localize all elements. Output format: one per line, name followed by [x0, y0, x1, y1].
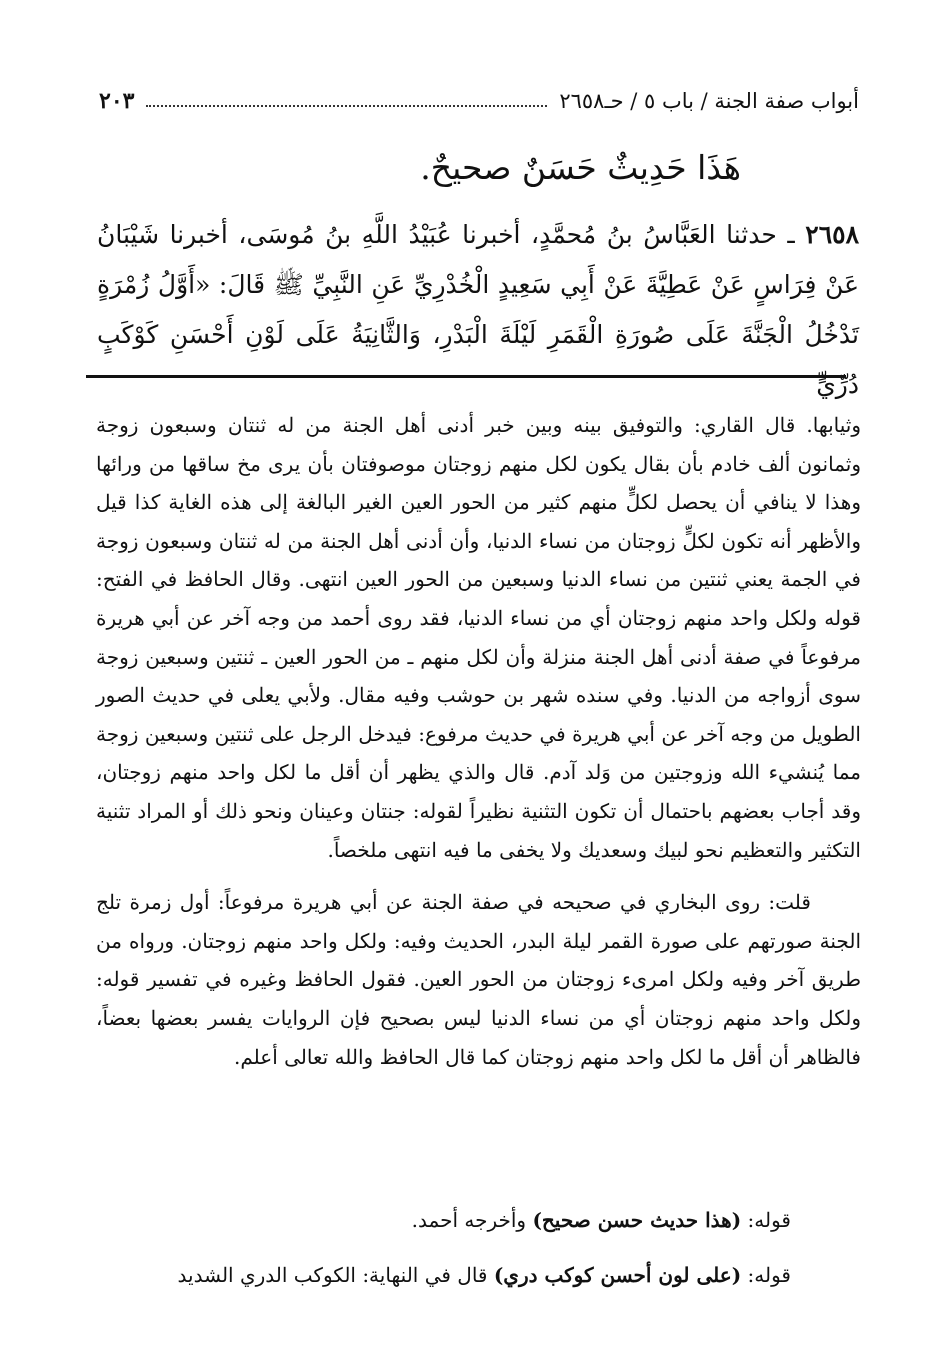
- note-lead: قوله:: [747, 1263, 791, 1287]
- note-quote: (على لون أحسن كوكب دري): [493, 1263, 742, 1287]
- page-number: ٢٠٣: [99, 88, 135, 114]
- commentary-block: [96, 406, 861, 1076]
- hadith-text: ـ حدثنا العَبَّاسُ بنُ مُحمَّدٍ، أخبرنا عُبَيْدُ اللَّهِ بنُ مُوسَى، أخبرنا شَيْبَانُ عَنْ فِرَاسٍ عَنْ عَطِيَّةَ عَنْ أَبِي سَعِيدٍ الْخُدْرِيِّ عَنِ النَّبِيِّ ﷺ قَالَ: «أَوَّلُ زُمْرَةٍ تَدْخُلُ الْجَنَّةَ عَلَى صُورَةِ الْقَمَرِ لَيْلَةَ الْبَدْرِ، وَالثَّانِيَةُ عَلَى لَوْنِ أَحْسَنِ كَوْكَبٍ دُرِّيٍّ: [97, 220, 859, 399]
- commentary-paragraph-1: وثيابها. قال القاري: والتوفيق بينه وبين خبر أدنى أهل الجنة من له ثنتان وسبعون زوجة وثمانون ألف خادم بأن بقال يكون لكل منهم زوجتان موصوفتان بأن يرى مخ ساقها من ورائها وهذا لا ينافي أن يحصل لكلٍّ منهم كثير من الحور العين الغير البالغة إلى هذه الغاية كذا قيل والأظهر أنه تكون لكلٍّ زوجتان من نساء الدنيا، وأن أدنى أهل الجنة من له ثنتان وسبعون زوجة في الجمة يعني ثنتين من نساء الدنيا وسبعين من الحور العين انتهى. وقال الحافظ في الفتح: قوله ولكل واحد منهم زوجتان أي من نساء الدنيا، فقد روى أحمد من وجه آخر عن أبي هريرة مرفوعاً في صفة أدنى أهل الجنة منزلة وأن لكل منهم ـ من الحور العين ـ ثنتين وسبعين زوجة سوى أزواجه من الدنيا. وفي سنده شهر بن حوشب وفيه مقال. ولأبي يعلى في حديث الصور الطويل من وجه آخر عن أبي هريرة في حديث مرفوع: فيدخل الرجل على ثنتين وسبعين زوجة مما يُنشيء الله وزوجتين من وَلد آدم. قال والذي يظهر أن أقل ما لكل واحد منهم زوجتان، وقد أجاب بعضهم باحتمال أن تكون التثنية نظيراً لقوله: جنتان وعينان ونحو ذلك أو المراد تثنية التكثير والتعظيم نحو لبيك وسعديك ولا يخفى ما فيه انتهى ملخصاً.: [96, 413, 861, 862]
- note-rest: قال في النهاية: الكوكب الدري الشديد: [177, 1263, 488, 1287]
- hadith-number: ٢٦٥٨: [805, 220, 859, 249]
- note-line-2: [178, 1256, 791, 1294]
- note-quote: (هذا حديث حسن صحيح): [532, 1208, 742, 1232]
- commentary-paragraph-2: قلت: روى البخاري في صحيحه في صفة الجنة عن أبي هريرة مرفوعاً: أول زمرة تلج الجنة صورتهم على صورة القمر ليلة البدر، الحديث وفيه: ولكل واحد منهم زوجتان. ورواه من طريق آخر وفيه ولكل امرىء زوجتان من الحور العين. فقول الحافظ وغيره في تفسير قوله: ولكل واحد منهم زوجتان أي من نساء الدنيا ليس بصحيح فإن الروايات يفسر بعضها بعضاً، فالظاهر أن أقل ما لكل واحد منهم زوجتان كما قال الحافظ والله تعالى أعلم.: [96, 890, 861, 1069]
- running-header: [99, 84, 859, 118]
- header-title: أبواب صفة الجنة / باب ٥ / حـ٢٦٥٨: [559, 89, 859, 113]
- note-rest: وأخرجه أحمد.: [411, 1208, 527, 1232]
- note-lead: قوله:: [747, 1208, 791, 1232]
- hadith-verdict: هَذَا حَدِيثٌ حَسَنٌ صحيحٌ.: [420, 148, 741, 187]
- hadith-text-block: [97, 210, 859, 410]
- header-dot-leader: [146, 95, 547, 107]
- note-line-1: [412, 1201, 791, 1239]
- section-divider: [86, 375, 846, 378]
